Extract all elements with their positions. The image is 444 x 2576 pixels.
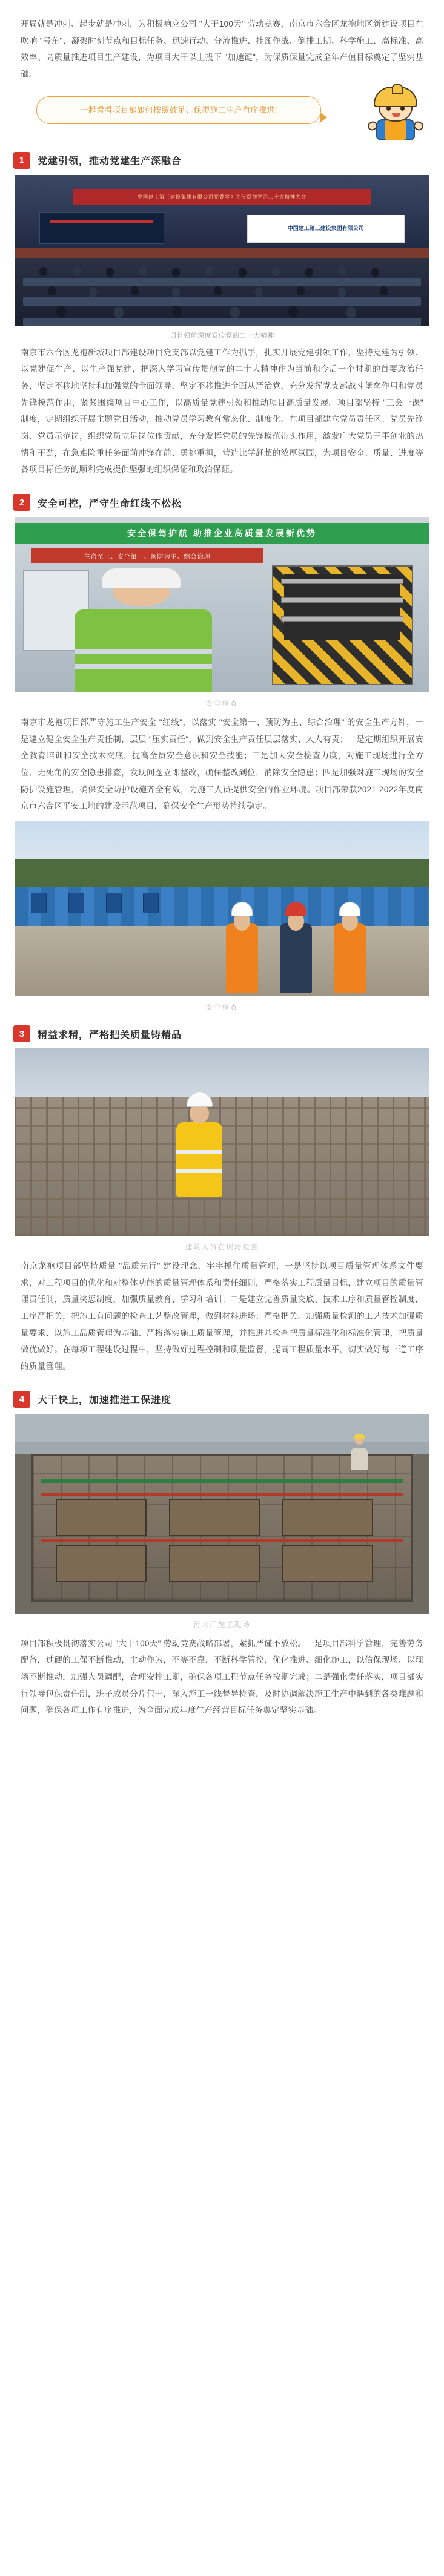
attendee-head bbox=[346, 307, 356, 318]
safety-helmet-icon bbox=[187, 1092, 213, 1107]
red-scaffold-pipe bbox=[41, 1493, 403, 1496]
attendee-head bbox=[89, 288, 97, 297]
section-body-paragraph-2: 南京市龙袍项目部严守施工生产安全 "红线"，以落实 "安全第一、预防为主、综合治理" 的安全生产方针，一是建立健全安全生产责任制，层层 "压实责任"，做到安全生产责任层层落实、人人有责；二是定期组织开展安全教育培训和安全技术交底，提高全员安全意识和安全技能；三是加大安全检查力度，对施工现场进行全方位、无死角的安全隐患排查，发现问题立即整改，确保整改到位，消除安全隐患；四是加强对施工现场的安全防护设施管理，确保安全防护设施齐全有效，为施工人员提供安全的作业环境。项目部荣获2021-2022年度南京市六合区平安工地的建设示范项目，确保安全生产形势持续稳定。 bbox=[21, 718, 423, 811]
safety-helmet-icon bbox=[285, 902, 306, 916]
photo-tag-2: 安全检查 bbox=[205, 700, 239, 708]
worker-inspecting-panel bbox=[48, 562, 239, 692]
section-title-1: 党建引领，推动党建生产深融合 bbox=[38, 156, 182, 167]
inspector-person bbox=[330, 896, 370, 993]
attendee-head bbox=[230, 307, 240, 318]
breaker-row bbox=[281, 616, 403, 622]
attendee-head bbox=[205, 266, 213, 275]
attendee-head bbox=[56, 306, 66, 317]
intro-paragraph: 开局就是冲刺、起步就是冲刺，为积极响应公司 "大干100天" 劳动竞赛，南京市六合区龙袍地区新建设项目在吹响 "号角"、凝聚时刻节点和目标任务、迅速行动、分流推进、挂图作战、倒排工期、科学施工、高标准、高效率、高质量推进项目生产建设，为项目大干以上投下 "加速键"，为保质保量完成全年产值目标奠定了坚实基础。 bbox=[21, 19, 423, 79]
photo-block-4 bbox=[0, 1414, 444, 1633]
electrical-cabinet bbox=[272, 565, 413, 685]
blue-barrel bbox=[106, 893, 122, 913]
vest-reflective-stripe bbox=[75, 664, 212, 669]
formwork-panel bbox=[56, 1499, 147, 1536]
electrical-safety-inspection-photo bbox=[15, 517, 429, 692]
attendee-head bbox=[214, 286, 222, 295]
attendee-head bbox=[371, 268, 379, 277]
blue-barrel bbox=[143, 893, 159, 913]
meeting-desk-row bbox=[23, 318, 422, 326]
formwork-panel bbox=[282, 1499, 373, 1536]
intro-section bbox=[0, 0, 444, 85]
attendee-head bbox=[272, 266, 280, 275]
section-body-3 bbox=[0, 1255, 444, 1381]
safety-helmet-icon bbox=[339, 902, 360, 916]
section-title-3: 精益求精，严格把关质量铸精品 bbox=[38, 1030, 182, 1040]
blue-barrel bbox=[31, 893, 47, 913]
formwork-panel bbox=[169, 1499, 260, 1536]
person-body bbox=[280, 923, 312, 993]
meeting-projection-screen bbox=[39, 212, 164, 244]
section-header-1 bbox=[0, 142, 444, 175]
meeting-desk-row bbox=[23, 278, 422, 286]
callout-bubble: 一起看看项目部如何按照鼓足、保提施工生产有序推进! bbox=[36, 96, 321, 124]
section-body-paragraph-4: 项目部积极贯彻落实公司 "大干100天" 劳动竞赛战略部署，紧抓严谨不放松。一是项目部科学管理，完善劳务配备，过硬的工保不断推动，主动作为，不等不靠，不断科学管控，优化推进、细化施工，以信保现场、以现场不断推动，加强人员调配，合理安排工期，确保各项工程节点任务按期完成；二是强化责任落实，项目部实行领导包保责任制，班子成员分片包干，深入施工一线督导检查，及时协调解决施工生产中遇到的各类难题和问题，确保各项工作有序推进，为全面完成年度生产经营目标任务奠定坚实基础。 bbox=[21, 1638, 423, 1715]
safety-helmet-icon bbox=[231, 902, 252, 916]
safety-helmet-icon bbox=[354, 1434, 365, 1440]
photo-block-1 bbox=[0, 175, 444, 342]
mascot-vest bbox=[385, 120, 406, 140]
photo-tag-3: 建筑人员在现场检查 bbox=[185, 1244, 259, 1252]
breaker-row bbox=[281, 597, 403, 603]
attendee-head bbox=[106, 268, 114, 277]
attendee-head bbox=[131, 286, 139, 295]
attendee-head bbox=[172, 268, 180, 277]
meeting-banner-text: 中国建工第三建设集团有限公司党委学习宣传贯彻党的二十大精神大会 bbox=[73, 189, 371, 205]
construction-worker-mascot bbox=[366, 89, 425, 141]
safety-green-banner: 安全保驾护航 助推企业高质量发展新优势 bbox=[15, 523, 429, 544]
site-inspection-group-photo bbox=[15, 821, 429, 996]
site-worker bbox=[347, 1434, 371, 1470]
mascot-eye-left bbox=[386, 106, 391, 111]
photo-block-3 bbox=[0, 1048, 444, 1255]
attendee-head bbox=[297, 286, 305, 295]
section-number-1: 1 bbox=[13, 152, 30, 169]
attendee-head bbox=[338, 266, 346, 275]
attendee-head bbox=[114, 307, 124, 318]
section-body-paragraph-1: 南京市六合区龙袍新城项目部建设项目党支部以党建工作为抓手，扎实开展党建引领工作，坚持党建为引领、以党建促生产、以生产强党建，把深入学习宣传贯彻党的二十大精神作为当前和今后一个时期的首要政治任务，坚定不移地坚持和加强党的全面领导，坚定不移推进全面从严治党，充分发挥党支部战斗堡垒作用和党员先锋模范作用，紧紧围绕项目中心工作，以高质量党建引领和推动项目高质量发展。项目部坚持 "三会一课" 制度，定期组织开展主题党日活动，推动党员学习教育常态化、制度化。在项目部建立党员责任区、党员先锋岗、党员示范岗，组织党员立足岗位作贡献，充分发挥党员的先锋模范带头作用，激发广大党员干事创业的热情和干劲，在急难险重任务面前冲锋在前、勇挑重担，营造比学赶超的浓厚氛围，为项目安全、质量、进度等各项目标任务的顺利完成提供坚强的组织保证和政治保证。 bbox=[21, 347, 423, 475]
inspector-person bbox=[276, 896, 316, 993]
quality-inspector bbox=[172, 1089, 227, 1206]
section-body-4 bbox=[0, 1633, 444, 1725]
green-safety-mesh bbox=[41, 1479, 403, 1483]
worker-body bbox=[351, 1448, 368, 1470]
vest-reflective-stripe bbox=[176, 1150, 222, 1154]
inspector-person bbox=[222, 896, 262, 993]
section-number-4: 4 bbox=[13, 1391, 30, 1408]
photo-caption-1: 项目领航深度宣传党的二十大精神 bbox=[170, 332, 274, 340]
section-number-3: 3 bbox=[13, 1025, 30, 1042]
formwork-panel bbox=[169, 1545, 260, 1582]
attendee-head bbox=[48, 286, 56, 295]
blue-barrel bbox=[68, 893, 84, 913]
section-header-3 bbox=[0, 1016, 444, 1048]
vest-reflective-stripe bbox=[75, 649, 212, 654]
formwork-panel bbox=[282, 1545, 373, 1582]
attendee-head bbox=[338, 288, 346, 297]
photo-block-2 bbox=[0, 517, 444, 712]
attendee-head bbox=[288, 306, 298, 317]
person-body bbox=[334, 923, 366, 993]
section-title-4: 大干快上，加速推进工保进度 bbox=[38, 1395, 172, 1406]
photo-tag-2b: 安全检查 bbox=[205, 1004, 239, 1012]
photo-tag-4: 污水厂施工现场 bbox=[193, 1621, 251, 1629]
attendee-head bbox=[239, 268, 247, 277]
section-body-2 bbox=[0, 712, 444, 821]
party-building-conference-photo bbox=[15, 175, 429, 326]
mascot-helmet-icon bbox=[374, 87, 417, 107]
attendee-head bbox=[172, 306, 182, 317]
inspector-yellow-vest bbox=[176, 1122, 222, 1197]
formwork-panel bbox=[56, 1545, 147, 1582]
safety-red-banner: 生命至上、安全第一、预防为主、综合治理 bbox=[31, 548, 263, 563]
meeting-stage bbox=[15, 248, 429, 258]
photo-block-2b bbox=[0, 821, 444, 1016]
safety-helmet-icon bbox=[101, 568, 181, 588]
red-scaffold-pipe bbox=[41, 1539, 403, 1542]
callout-section bbox=[0, 89, 444, 141]
section-header-4 bbox=[0, 1381, 444, 1414]
section-header-2 bbox=[0, 484, 444, 517]
section-body-1 bbox=[0, 342, 444, 484]
attendee-head bbox=[39, 267, 47, 276]
section-title-2: 安全可控，严守生命红线不松松 bbox=[38, 498, 182, 509]
attendee-head bbox=[305, 268, 313, 277]
attendee-head bbox=[172, 288, 180, 297]
attendee-head bbox=[255, 288, 263, 297]
rebar-quality-inspection-photo bbox=[15, 1048, 429, 1236]
meeting-desk-row bbox=[23, 297, 422, 306]
section-body-paragraph-3: 南京龙袍项目部坚持质量 "品质先行" 建设理念，牢牢抓住质量管理，一是坚持以项目质量管理体系文件要求，对工程项目的优化和对整体功能的质量管理体系和责任细则，严格落实工程质量目标，建立项目的质量管理责任制，质量奖惩制度，加强质量教育、学习和培训；二是建立完善质量交底、技术工序和质量管控制度，工序严把关，把施工有问题的检查工艺整改管理，做到材料进场、严格把关。加强质量检测的工艺技术加强质量要求、以施工品质管理为基础、严格落实施工质量管理，并推进基检查把质量标准化和标准化管理，把质量做优做好。在每项工程建设过程中，坚持做好过程控制和质量监督，提高工程质量水平，切实做好每一道工序的质量管理。 bbox=[21, 1261, 423, 1372]
attendee-head bbox=[139, 266, 147, 275]
company-sign-text: 中国建工第三建设集团有限公司 bbox=[247, 215, 405, 243]
breaker-row bbox=[281, 579, 403, 584]
section-number-2: 2 bbox=[13, 494, 30, 511]
mascot-eye-right bbox=[400, 106, 405, 111]
treeline bbox=[15, 859, 429, 887]
attendee-head bbox=[73, 266, 81, 275]
vest-reflective-stripe bbox=[176, 1169, 222, 1173]
attendee-head bbox=[380, 286, 388, 295]
concrete-slab-formwork bbox=[31, 1454, 413, 1602]
concrete-pouring-site-photo bbox=[15, 1414, 429, 1614]
person-body bbox=[226, 923, 258, 993]
